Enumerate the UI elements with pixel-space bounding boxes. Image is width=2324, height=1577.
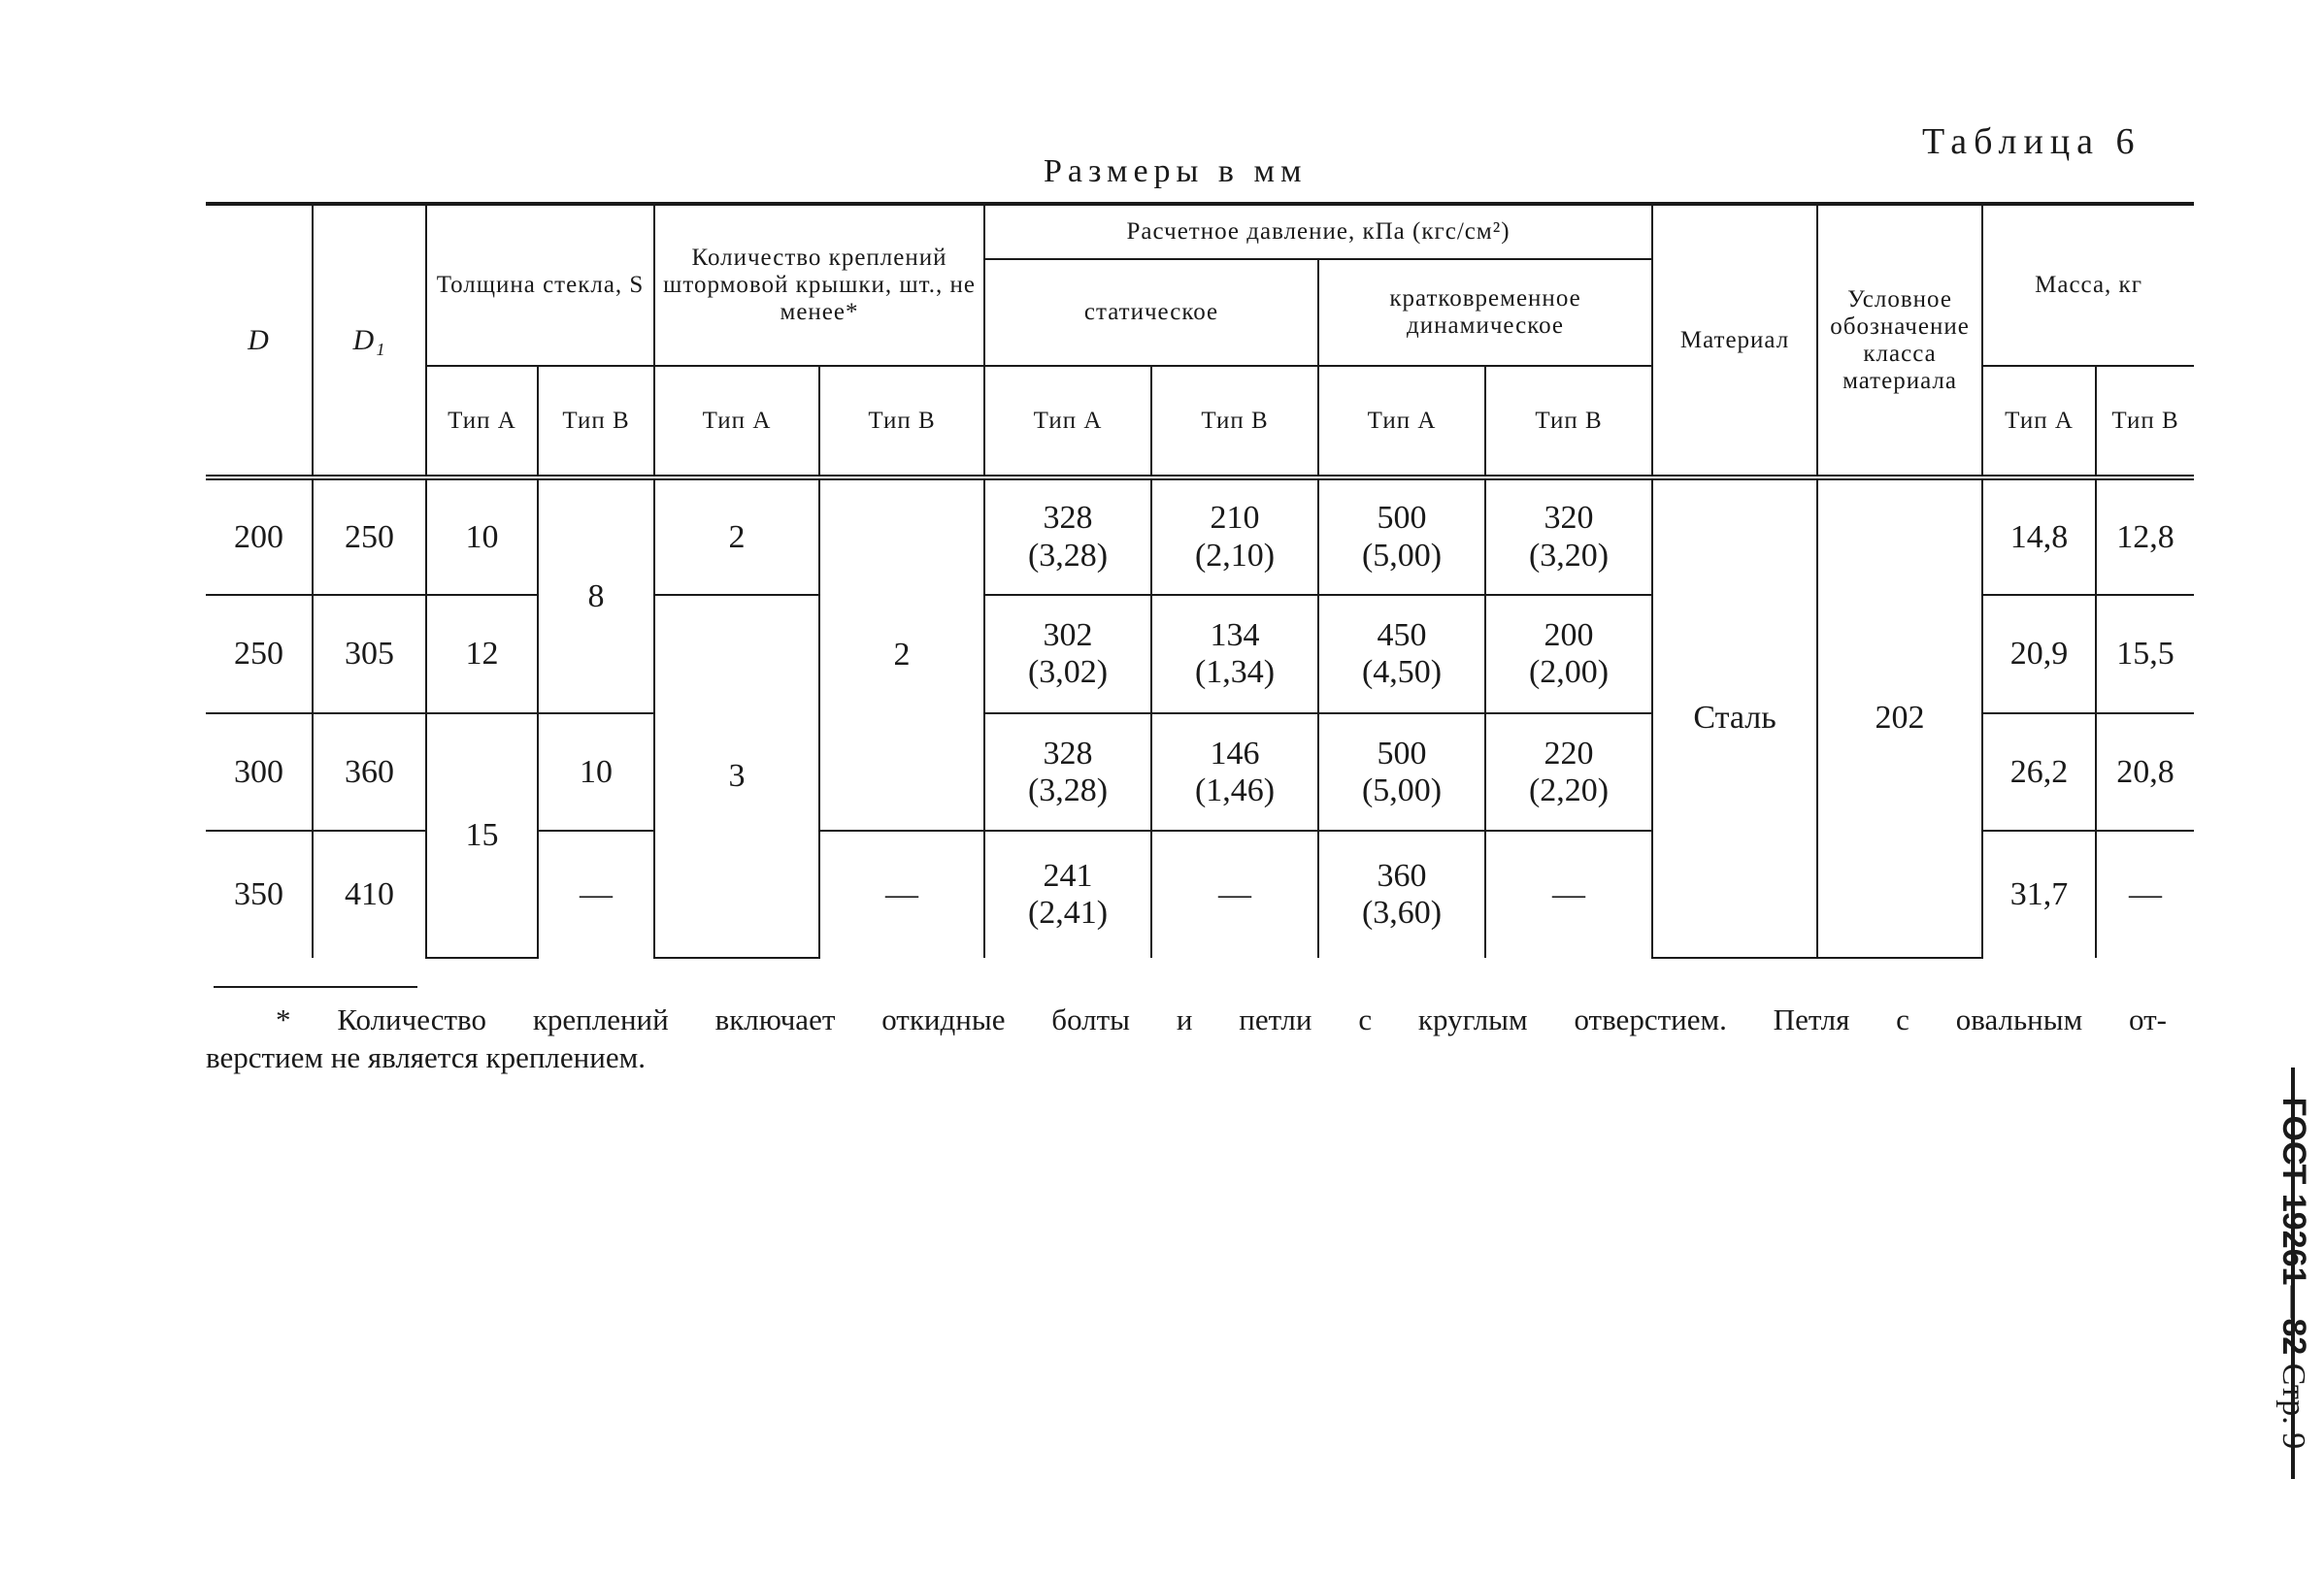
header-s-type-b: Тип В [538, 366, 654, 477]
footnote-line-2: верстием не является креплением. [206, 1039, 646, 1074]
cell-static-type-b: 210 (2,10) [1151, 477, 1318, 595]
header-glass-thickness: Толщина стекла, S [426, 204, 654, 366]
cell-dynamic-type-a: 500 (5,00) [1318, 477, 1485, 595]
cell-mass-type-b: — [2096, 831, 2194, 958]
cell-s-type-b: 10 [538, 713, 654, 831]
cell-d1: 360 [313, 713, 426, 831]
header-pressure: Расчетное давление, кПа (кгс/см²) [984, 204, 1652, 259]
cell-static-type-a: 241 (2,41) [984, 831, 1151, 958]
footnote-rule [214, 986, 417, 988]
table-row [206, 477, 2194, 595]
units-caption: Размеры в мм [1044, 153, 1308, 189]
header-material: Материал [1652, 204, 1817, 477]
footnote-line-1: * Количество креплений включает откидные болты и петли с круглым отверстием. Петля с овальным от- [276, 1002, 2167, 1036]
cell-d: 200 [206, 477, 313, 595]
header-fastenings: Количество креплений штормовой крышки, шт., не менее* [654, 204, 984, 366]
header-mass: Масса, кг [1982, 204, 2194, 366]
cell-d: 300 [206, 713, 313, 831]
standard-number: ГОСТ 19261—82 [2275, 1097, 2312, 1356]
cell-s-type-a: 12 [426, 595, 538, 713]
cell-mass-type-a: 20,9 [1982, 595, 2096, 713]
cell-dynamic-type-b: 200 (2,00) [1485, 595, 1652, 713]
header-static-type-b: Тип В [1151, 366, 1318, 477]
cell-class: 202 [1817, 477, 1982, 958]
cell-static-type-b: 146 (1,46) [1151, 713, 1318, 831]
dimensions-table [206, 202, 2194, 959]
cell-mass-type-b: 20,8 [2096, 713, 2194, 831]
cell-static-type-b: — [1151, 831, 1318, 958]
header-fast-type-a: Тип А [654, 366, 819, 477]
cell-static-type-b: 134 (1,34) [1151, 595, 1318, 713]
cell-dynamic-type-b: — [1485, 831, 1652, 958]
cell-static-type-a: 328 (3,28) [984, 713, 1151, 831]
cell-d1: 250 [313, 477, 426, 595]
header-dynamic-type-a: Тип А [1318, 366, 1485, 477]
cell-fast-type-a: 2 [654, 477, 819, 595]
header-s-type-a: Тип А [426, 366, 538, 477]
cell-mass-type-b: 15,5 [2096, 595, 2194, 713]
table-title: Таблица 6 [1922, 121, 2141, 162]
cell-d: 250 [206, 595, 313, 713]
cell-fast-type-b: — [819, 831, 984, 958]
cell-static-type-a: 302 (3,02) [984, 595, 1151, 713]
cell-dynamic-type-a: 360 (3,60) [1318, 831, 1485, 958]
cell-s-type-b: — [538, 831, 654, 958]
cell-s-type-b: 8 [538, 477, 654, 713]
header-dynamic-type-b: Тип В [1485, 366, 1652, 477]
cell-dynamic-type-b: 320 (3,20) [1485, 477, 1652, 595]
cell-fast-type-b: 2 [819, 477, 984, 831]
cell-dynamic-type-a: 500 (5,00) [1318, 713, 1485, 831]
cell-d: 350 [234, 876, 283, 913]
header-mass-type-b: Тип В [2096, 366, 2194, 477]
cell-mass-type-a: 26,2 [1982, 713, 2096, 831]
header-static-type-a: Тип А [984, 366, 1151, 477]
header-d: D [206, 204, 313, 477]
cell-dynamic-type-b: 220 (2,20) [1485, 713, 1652, 831]
cell-static-type-a: 328 (3,28) [984, 477, 1151, 595]
cell-s-type-a: 10 [426, 477, 538, 595]
header-mass-type-a: Тип А [1982, 366, 2096, 477]
header-class-designation: Условное обозначение класса материала [1817, 204, 1982, 477]
cell-mass-type-b: 12,8 [2096, 477, 2194, 595]
cell-d1: 305 [313, 595, 426, 713]
page-number: Стр. 9 [2275, 1363, 2311, 1450]
standard-page-label [2274, 1069, 2312, 1477]
cell-mass-type-a: 14,8 [1982, 477, 2096, 595]
header-dynamic: кратковременное динамическое [1318, 259, 1652, 366]
cell-dynamic-type-a: 450 (4,50) [1318, 595, 1485, 713]
header-d1: D₁ [313, 204, 426, 477]
header-fast-type-b: Тип В [819, 366, 984, 477]
cell-s-type-a: 15 [426, 713, 538, 958]
cell-d1: 410 [313, 831, 426, 958]
cell-mass-type-a: 31,7 [1982, 831, 2096, 958]
cell-fast-type-a: 3 [654, 595, 819, 958]
footnote [206, 1002, 2167, 1077]
header-static: статическое [984, 259, 1318, 366]
cell-material: Сталь [1652, 477, 1817, 958]
